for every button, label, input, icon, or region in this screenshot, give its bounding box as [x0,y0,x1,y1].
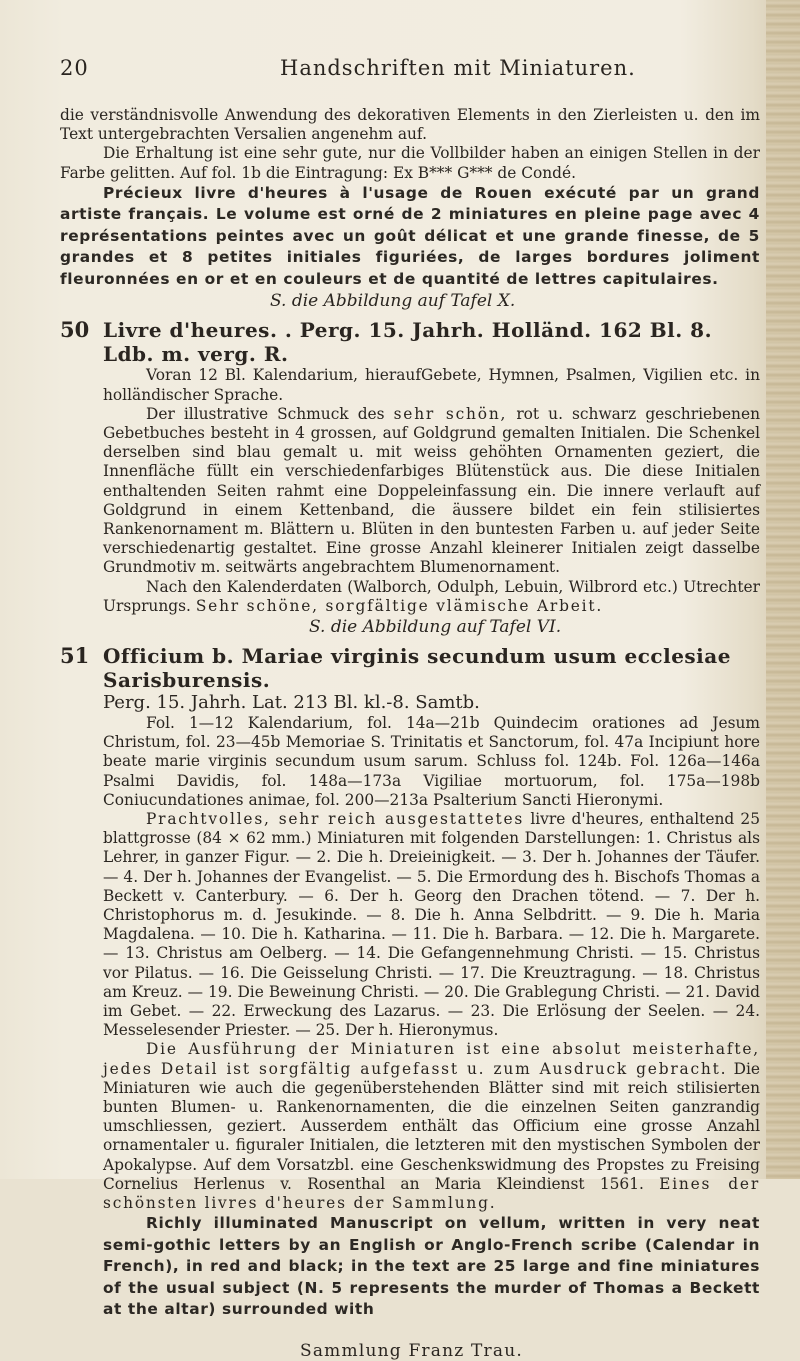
entry-subtitle: Perg. 15. Jahrh. Lat. 213 Bl. kl.-8. Samtb. [103,691,480,713]
entry-assessment [103,1040,760,1213]
page-content [60,106,760,1361]
entry-title: Livre d'heures. . Perg. 15. Jahrh. Holländ. 162 Bl. 8. Ldb. m. verg. R. [103,318,713,367]
page-number: 20 [60,56,89,80]
description-emphasis: sehr schön, [393,404,508,423]
entry-body [60,692,760,1321]
origin-emphasis: Sehr schöne, sorgfältige vlämische Arbeit. [195,596,604,615]
entry-number: 50 [60,317,90,343]
description-text: rot u. schwarz geschriebenen Gebetbuches besteht in 4 grossen, auf Goldgrund gemalten Initialen. Die Schenkel derselben sind blau gemalt u. mit weiss gehöhten Ornamenten geziert, die Innenfläche füllt ein verschiedenfarbiges Blütenstück aus. Die diese Initialen enthaltenden Seiten rahmt eine Doppeleinfassung ein. Die innere verlauft auf Goldgrund in einem Kettenband, die äussere bildet ein fein stilisiertes Rankenornament m. Blättern u. Blüten in den buntesten Farben u. auf jeder Seite verschiedenartig gestaltet. Eine grosse Anzahl kleinerer Initialen zeigt dasselbe Grundmotiv m. seitwärts angebrachtem Blumenornament. [103,404,760,577]
assessment-text: Die Miniaturen wie auch die gegenüberstehenden Blätter sind mit reich stilisierten bunten Blumen- u. Rankenornamenten, die die einzelnen Seiten ganzrandig umschliessen, geziert. Ausserdem enthält das Officium eine grosse Anzahl ornamentaler u. figuraler Initialen, die letzteren mit den mystischen Symbolen der Apokalypse. Auf dem Vorsatzbl. eine Geschenkswidmung des Propstes zu Freising Cornelius Herlenus v. Rosenthal an Maria Kleindienst 1561. [103,1059,760,1193]
entry-miniatures [103,810,760,1040]
entry-body [60,366,760,638]
miniatures-list: livre d'heures, enthaltend 25 blattgrosse (84 × 62 mm.) Miniaturen mit folgenden Darstellungen: 1. Christus als Lehrer, in ganzer Figur. — 2. Die h. Dreieinigkeit. — 3. Der h. Johannes der Täufer. — 4. Der h. Johannes der Evangelist. — 5. Die Ermordung des h. Bischofs Thomas a Beckett v. Canterbury. — 6. Der h. Georg den Drachen tötend. — 7. Der h. Christophorus m. d. Jesukinde. — 8. Die h. Anna Selbdritt. — 9. Die h. Maria Magdalena. — 10. Die h. Katharina. — 11. Die h. Barbara. — 12. Die h. Margarete. — 13. Christus am Oelberg. — 14. Die Gefangennehmung Christi. — 15. Christus vor Pilatus. — 16. Die Geisselung Christi. — 17. Die Kreuztragung. — 18. Christus am Kreuz. — 19. Die Beweinung Christi. — 20. Die Grablegung Christi. — 21. David im Gebet. — 22. Erweckung des Lazarus. — 23. Die Erlösung der Seelen. — 24. Messelesender Priester. — 25. Der h. Hieronymus. [103,809,760,1040]
entry-contents: Voran 12 Bl. Kalendarium, hieraufGebete, Hymnen, Psalmen, Vigilien etc. in holländischer Sprache. [103,366,760,404]
origin-text: Nach den Kalenderdaten (Walborch, Odulph, Lebuin, Wilbrord etc.) Utrechter Ursprungs. [103,577,760,615]
running-title: Handschriften mit Miniaturen. [280,56,636,80]
intro-french-summary: Précieux livre d'heures à l'usage de Rouen exécuté par un grand artiste français. Le volume est orné de 2 miniatures en pleine page avec 4 représentations peintes avec un goût délicat et une grande finesse, de 5 grandes et 8 petites initiales figuriées, de larges bordures joliment fleuronnées en or et en couleurs et de quantité de lettres capitulaires. [60,183,760,288]
intro-plate-reference: S. die Abbildung auf Tafel X. [270,291,516,312]
assessment-closing: Eines der schönsten livres d'heures der Sammlung. [103,1174,760,1213]
assessment-emphasis: Die Ausführung der Miniaturen ist eine absolut meisterhafte, jedes Detail ist sorgfältig aufgefasst u. zum Ausdruck gebracht. [103,1040,760,1078]
catalogue-entry-50 [60,318,760,638]
description-lead: Der illustrative Schmuck des [146,404,385,423]
intro-paragraph-1: die verständnisvolle Anwendung des dekorativen Elements in den Zierleisten u. den im Text untergebrachten Versalien angenehm auf. [60,106,760,144]
intro-paragraph-2: Die Erhaltung ist eine sehr gute, nur die Vollbilder haben an einigen Stellen in der Farbe gelitten. Auf fol. 1b die Eintragung: Ex B*** G*** de Condé. [60,144,760,182]
entry-description [103,405,760,578]
running-header [60,56,760,86]
page-edge-shadow [766,0,800,1179]
entry-title: Officium b. Mariae virginis secundum usum ecclesiae Sarisburensis. [103,643,731,692]
catalogue-entry-51 [60,644,760,1321]
miniatures-emphasis: Prachtvolles, sehr reich ausgestattetes [146,809,525,828]
entry-number: 51 [60,642,90,668]
entry-contents: Fol. 1—12 Kalendarium, fol. 14a—21b Quindecim orationes ad Jesum Christum, fol. 23—45b Memoriae S. Trinitatis et Sanctorum, fol. 47a Incipiunt hore beate marie virginis secundum usum sarum. Schluss fol. 124b. Fol. 126a—146a Psalmi Davidis, fol. 148a—173a Vigiliae mortuorum, fol. 175a—198b Coniucundationes animae, fol. 200—213a Psalterium Sancti Hieronymi. [103,713,760,809]
entry-plate-reference: S. die Abbildung auf Tafel VI. [309,616,562,637]
collection-footer: Sammlung Franz Trau. [300,1340,523,1361]
entry-origin [103,578,760,616]
entry-english-summary: Richly illuminated Manuscript on vellum, written in very neat semi-gothic letters by an English or Anglo-French scribe (Calendar in French), in red and black; in the text are 25 large and fine miniatures of the usual subject (N. 5 represents the murder of Thomas a Beckett at the altar) surrounded with [103,1214,760,1319]
